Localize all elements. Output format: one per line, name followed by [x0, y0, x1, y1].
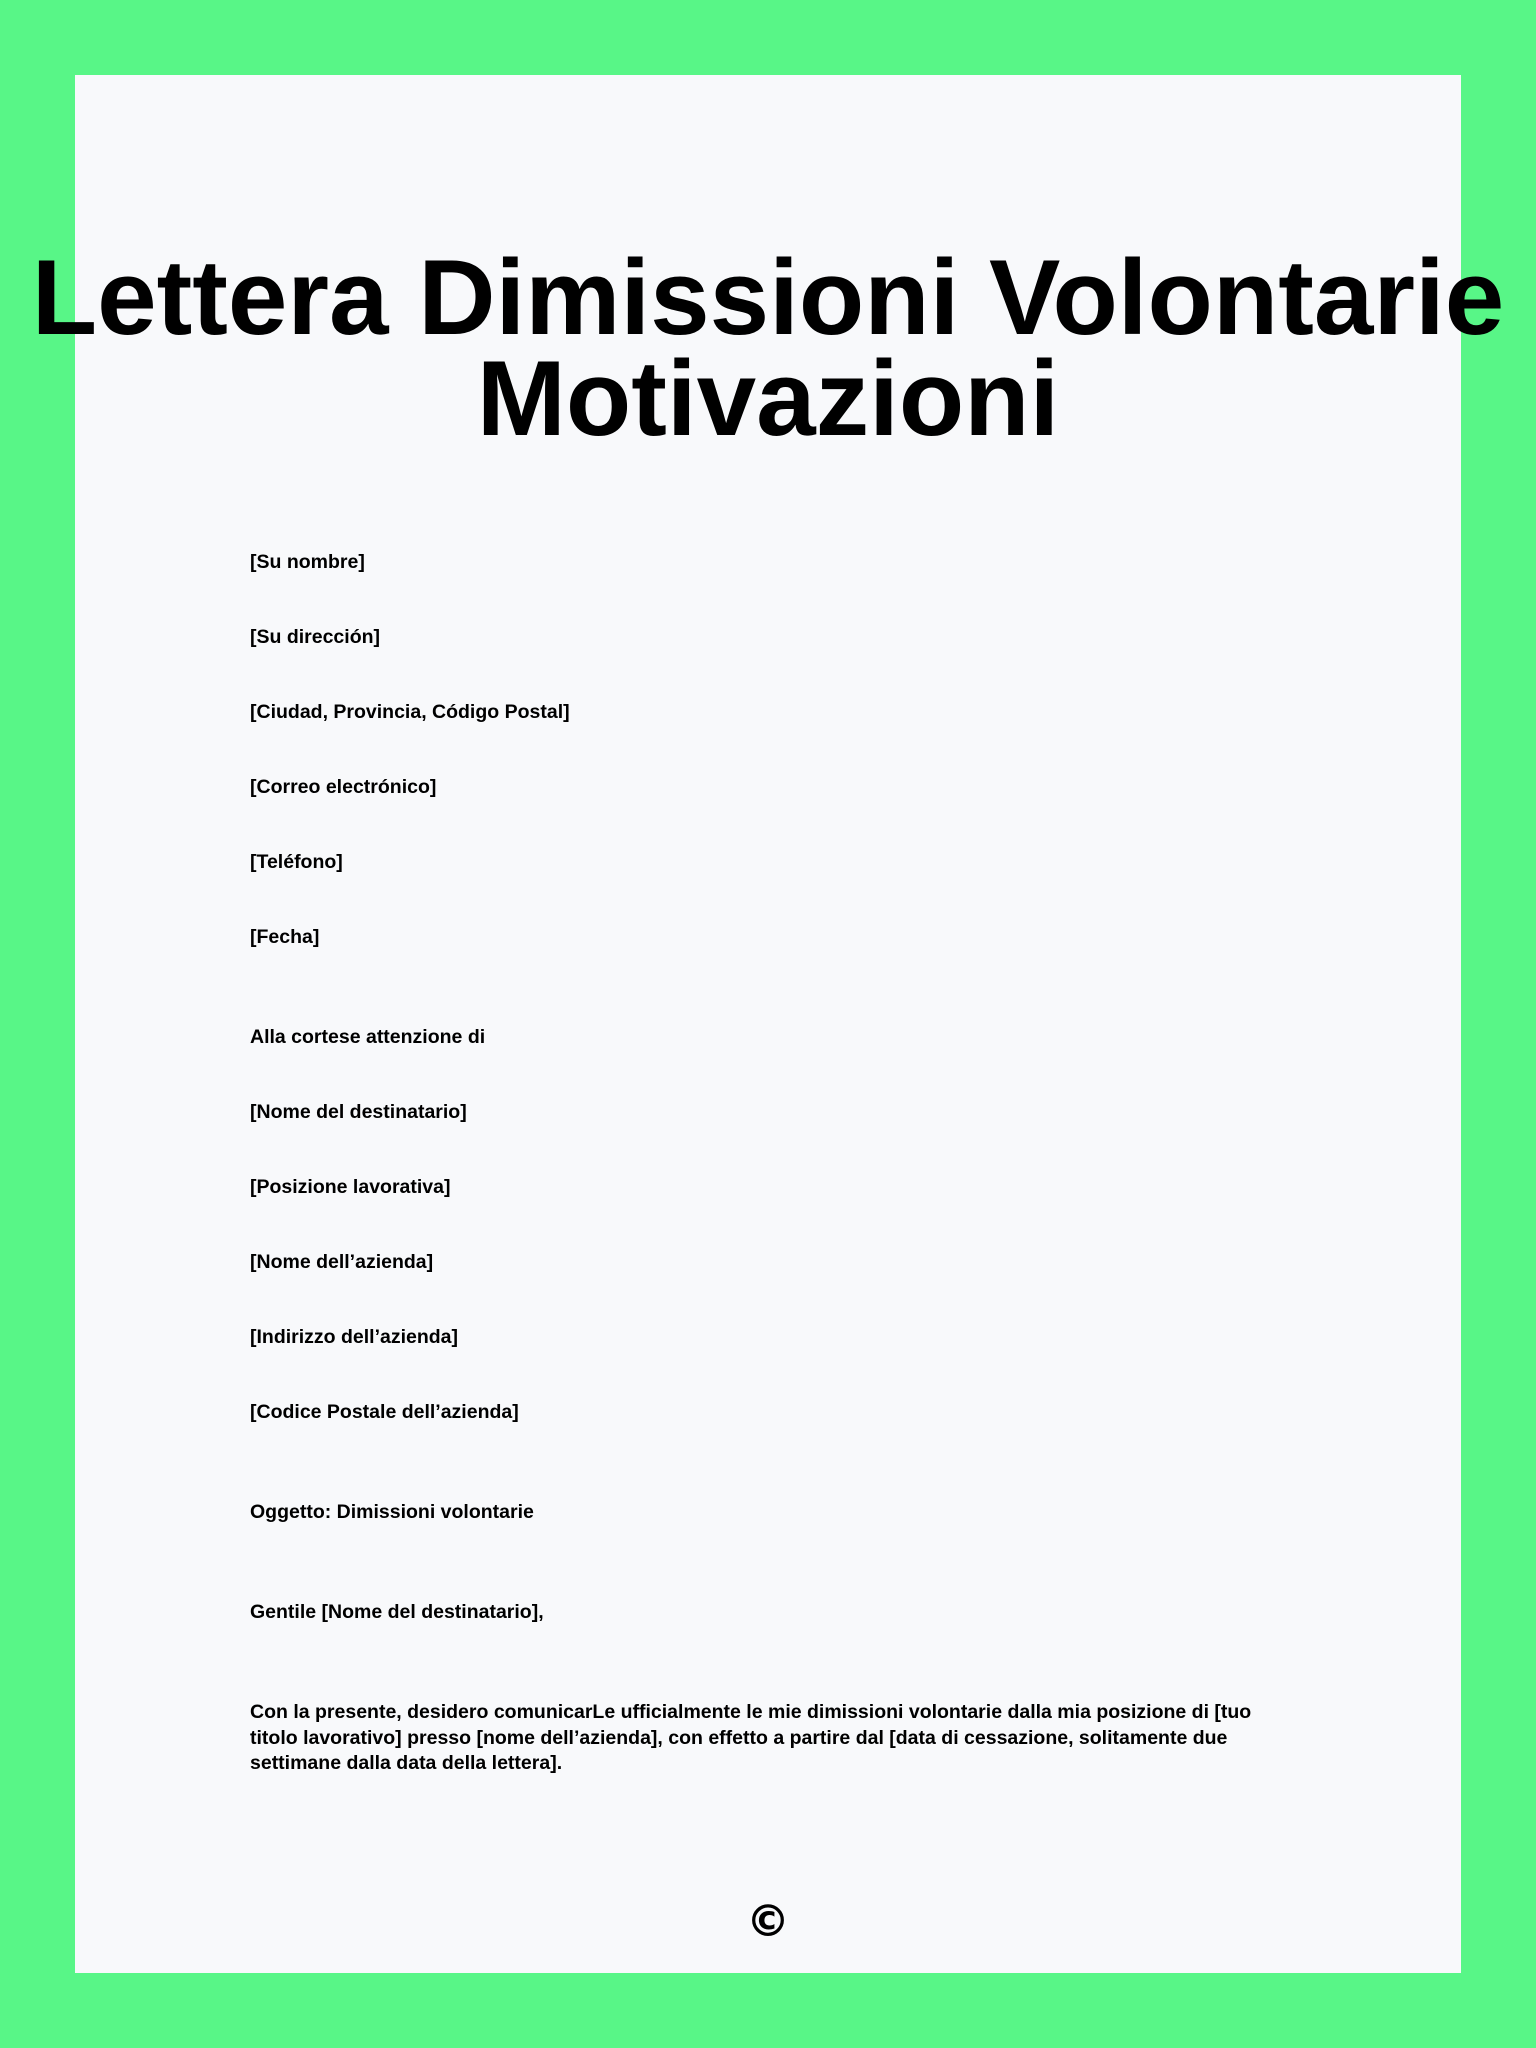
copyright-icon: © — [746, 1896, 790, 1947]
recipient-position: [Posizione lavorativa] — [250, 1176, 451, 1198]
recipient-company: [Nome dell’azienda] — [250, 1251, 434, 1273]
letter-greeting: Gentile [Nome del destinatario], — [250, 1601, 544, 1623]
title-line-2: Motivazioni — [476, 338, 1060, 458]
document-title — [0, 237, 1536, 458]
sender-email: [Correo electrónico] — [250, 776, 437, 798]
recipient-name: [Nome del destinatario] — [250, 1101, 467, 1123]
document-page — [31, 75, 1505, 1973]
letter-body: Con la presente, desidero comunicarLe ufficialmente le mie dimissioni volontarie dalla mia posizione di [tuo titolo lavorativo] presso [nome dell’azienda], con effetto a partire dal [data di cessazione, solitamente due settimane dalla data della lettera]. — [250, 1701, 1252, 1774]
recipient-company-address: [Indirizzo dell’azienda] — [250, 1326, 459, 1348]
title-line-1: Lettera Dimissioni Volontarie — [31, 237, 1505, 357]
letter-subject: Oggetto: Dimissioni volontarie — [250, 1501, 534, 1523]
recipient-attention: Alla cortese attenzione di — [250, 1026, 486, 1048]
sender-phone: [Teléfono] — [250, 851, 343, 873]
recipient-company-postal: [Codice Postale dell’azienda] — [250, 1401, 519, 1423]
sender-address: [Su dirección] — [250, 626, 381, 648]
sender-name: [Su nombre] — [250, 551, 365, 573]
sender-date: [Fecha] — [250, 926, 320, 948]
sender-city: [Ciudad, Provincia, Código Postal] — [250, 701, 570, 723]
